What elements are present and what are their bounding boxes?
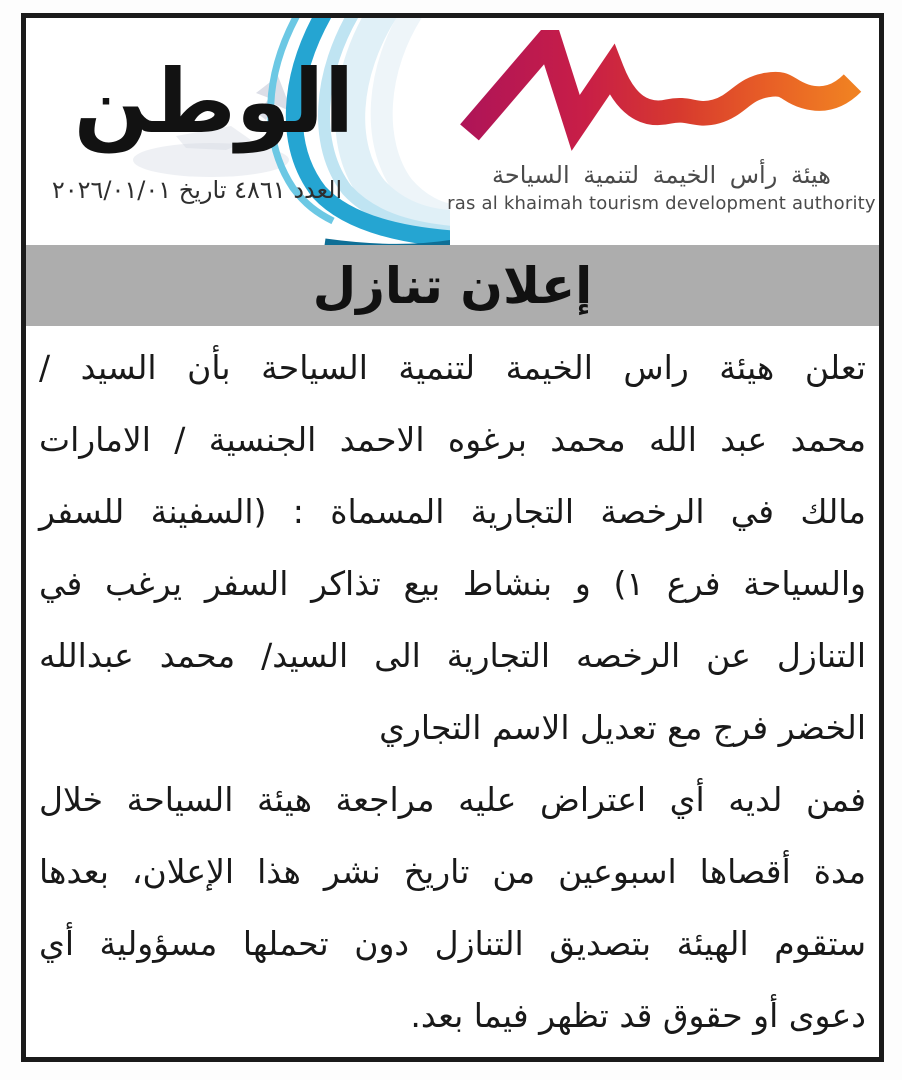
body-line: الخضر فرج مع تعديل الاسم التجاري <box>379 708 866 747</box>
body-line: فمن لديه أي اعتراض عليه مراجعة هيئة السياحة خلال <box>39 780 866 819</box>
header <box>26 18 879 245</box>
body-line: مدة أقصاها اسبوعين من تاريخ نشر هذا الإعلان، بعدها <box>39 852 866 891</box>
newspaper-name: الوطن <box>73 50 355 153</box>
authority-name-arabic: هيئة رأس الخيمة لتنمية السياحة <box>491 161 831 189</box>
newspaper-masthead <box>26 18 444 245</box>
announcement-body <box>26 326 879 1052</box>
body-line: مالك في الرخصة التجارية المسماة : (السفينة للسفر <box>39 492 866 531</box>
advertisement-frame <box>21 13 884 1062</box>
newspaper-issue-date: العدد ٤٨٦١ تاريخ ٢٠٢٦/٠١/٠١ <box>51 176 343 204</box>
body-line: ستقوم الهيئة بتصديق التنازل دون تحملها مسؤولية أي <box>39 924 866 963</box>
title-banner <box>26 245 879 326</box>
rak-tda-logo-icon <box>457 30 865 158</box>
body-line: والسياحة فرع ١) و بنشاط بيع تذاكر السفر يرغب في <box>39 564 866 603</box>
body-line: التنازل عن الرخصه التجارية الى السيد/ محمد عبدالله <box>39 636 866 675</box>
body-line: محمد عبد الله محمد برغوه الاحمد الجنسية / الامارات <box>39 420 866 459</box>
body-line: دعوى أو حقوق قد تظهر فيما بعد. <box>410 996 866 1035</box>
authority-logo-block <box>444 18 879 245</box>
announcement-title: إعلان تنازل <box>312 256 593 315</box>
body-line: تعلن هيئة راس الخيمة لتنمية السياحة بأن السيد / <box>39 348 866 387</box>
authority-name-english: ras al khaimah tourism development authority <box>447 193 876 214</box>
